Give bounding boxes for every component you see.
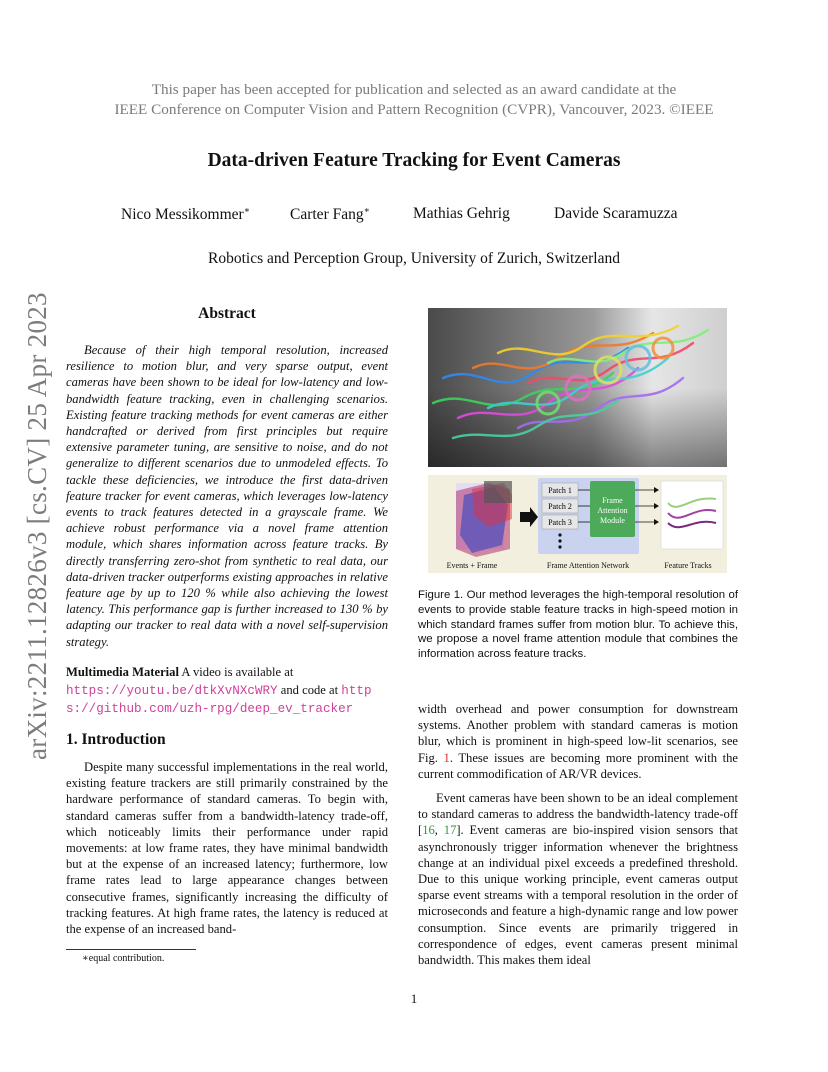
author-mark: ∗ [363,205,370,215]
author-2 [290,205,370,224]
author-name: Mathias Gehrig [413,205,510,222]
text-span: ]. Event cameras are bio-inspired vision sensors that asynchronously trigger information whenever the brightness change at an individual pixel exceeds a predefined threshold. Due to this unique working principle, event cameras output sparse event streams with a temporal resolution in the order of microseconds and feature a high-dynamic range and low power consumption. Since events are primarily triggered in correspondence of edges, event cameras present minimal bandwidth. This makes them ideal [418,823,739,968]
ellipsis-dots [558,533,561,548]
network-label: Frame Attention Network [546,561,630,570]
citation-link-16[interactable]: 16 [422,823,435,838]
module-label-2: Attention [597,506,628,515]
arxiv-stamp: arXiv:2211.12826v3 [cs.CV] 25 Apr 2023 [22,292,52,760]
publication-notice [0,80,828,120]
author-name: Nico Messikommer [121,206,244,224]
abstract-text: Because of their high temporal resolution, increased resilience to motion blur, and very sparse output, event cameras have been shown to be ideal for low-latency and low-bandwidth feature tracking, even in challenging scenarios. Existing feature tracking methods for event cameras are either handcrafted or derived from first principles but require extensive parameter tuning, are sensitive to noise, and do not generalize to different scenarios due to unmodeled effects. To tackle these deficiencies, we introduce the first data-driven feature tracker for event cameras, which leverages low-latency events to track features detected in a grayscale frame. We achieve robust performance via a novel frame attention module, which shares information across feature tracks. By directly transferring zero-shot from synthetic to real data, our data-driven tracker outperforms existing approaches in relative feature age by up to 120 % while also achieving the lowest latency. This performance gap is further increased to 130 % by adapting our tracker to real data with a novel self-supervision strategy. [66,343,388,649]
module-label-1: Frame [602,496,623,505]
author-mark: ∗ [243,205,250,215]
multimedia-text-1: A video is available at [178,665,294,679]
video-link[interactable]: https://youtu.be/dtkXvNXcWRY [66,683,278,698]
affiliation: Robotics and Perception Group, University of Zurich, Switzerland [208,250,620,267]
network-diagram-svg [428,475,727,573]
figure-tracking-image [428,308,727,467]
tracks-label: Feature Tracks [664,561,712,570]
citation-link-17[interactable]: 17 [443,823,457,838]
author-4 [554,205,678,223]
intro-body [66,759,388,937]
section-heading: 1. Introduction [66,731,166,748]
page-number: 1 [410,991,418,1006]
patch-1-label: Patch 1 [548,486,572,495]
figure-caption: Figure 1. Our method leverages the high-temporal resolution of events to provide stable feature tracks in high-speed motion in which standard frames suffer from motion blur. To achieve this, we propose a novel frame attention module that combines the information across feature tracks. [418,589,738,661]
multimedia-label: Multimedia Material [66,665,179,679]
arrow-icon [520,507,538,527]
text-span: Event cameras have been shown to be an ideal complement to standard cameras to address the bandwidth-latency trade-off [ [418,791,738,838]
footnote-rule [66,949,196,950]
right-paragraph-1 [418,701,738,782]
footnote: ∗equal contribution. [82,953,165,964]
author-1 [121,205,250,224]
multimedia-text-2: and code at [277,682,342,697]
text-span: , [434,823,444,838]
author-name: Davide Scaramuzza [554,205,678,222]
events-frame-cube [456,481,512,557]
figure-network-diagram [428,475,727,573]
notice-line-2: IEEE Conference on Computer Vision and Pattern Recognition (CVPR), Vancouver, 2023. ©IEEE [114,101,714,118]
paper-title: Data-driven Feature Tracking for Event Cameras [207,150,621,171]
notice-line-1: This paper has been accepted for publication and selected as an award candidate at the [151,81,677,98]
text-span: . These issues are becoming more prominent with the current commodification of AR/VR devices. [418,750,738,781]
arrowheads [654,487,659,525]
patch-2-label: Patch 2 [548,502,572,511]
figure-ref-link[interactable]: 1 [443,750,450,765]
abstract-body [66,342,388,650]
tracking-image-svg [428,308,727,467]
intro-paragraph: Despite many successful implementations in the real world, existing feature trackers are still primarily constrained by the hardware performance of standard cameras. To begin with, standard cameras suffer from a bandwidth-latency trade-off, which noticeably limits their performance under rapid movements: at low frame rates, they have minimal bandwidth but at the expense of an increased latency; furthermore, low frame rates lead to large appearance changes between consecutive frames, significantly increasing the difficulty of tracking features. At high frame rates, the latency is reduced at the expense of an increased band- [66,760,388,937]
author-3 [413,205,510,223]
patch-3-label: Patch 3 [548,518,572,527]
text-span: width overhead and power consumption for downstream systems. Another problem with standard cameras is motion blur, which is prominent in high-speed low-lit scenarios, see Fig. [418,702,738,765]
events-frame-label: Events + Frame [446,561,498,570]
right-paragraph-2 [418,790,738,968]
abstract-heading: Abstract [198,305,256,322]
multimedia-note [66,664,388,719]
module-label-3: Module [600,516,625,525]
author-name: Carter Fang [290,206,364,224]
right-column-body [418,701,738,976]
code-link[interactable]: https://github.com/uzh-rpg/deep_ev_tracker [66,683,372,716]
